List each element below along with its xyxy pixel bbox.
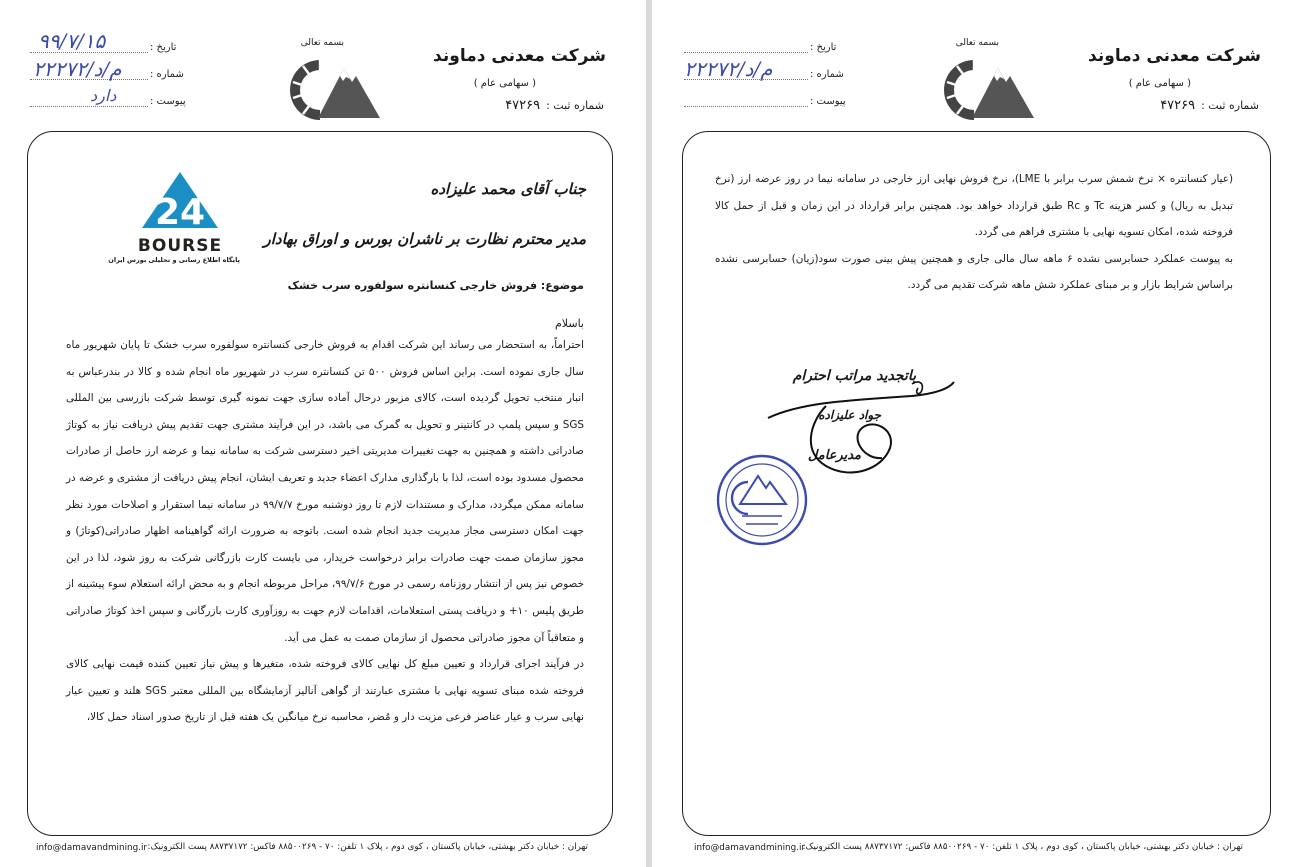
company-logo-icon	[290, 52, 382, 122]
footer-address: تهران : خیابان دکتر بهشتی، خیابان پاکستان ، کوی دوم ، پلاک ۱ تلفن: ۷۰ - ۸۸۵۰۰۲۶۹ فاکس: ۸۸۷۳۷۱۷۲ پست الکترونیک:	[147, 842, 588, 852]
letter-page-1	[0, 0, 646, 867]
letter-page-2	[652, 0, 1301, 867]
attachment-line	[30, 106, 148, 107]
company-type: ( سهامی عام )	[1128, 78, 1191, 89]
signer-name: جواد علیزاده	[818, 408, 881, 422]
registration-label: شماره ثبت :	[546, 99, 604, 112]
number-label: شماره :	[810, 69, 844, 80]
handwritten-date: ۹۹/۷/۱۵	[38, 29, 106, 53]
registration-row	[505, 98, 604, 113]
closing-text: باتجدید مراتب احترام	[792, 368, 916, 384]
footer-email[interactable]: info@damavandmining.ir	[36, 843, 148, 853]
addressee-name: جناب آقای محمد علیزاده	[430, 180, 586, 198]
addressee-title: مدیر محترم نظارت بر ناشران بورس و اوراق بهادار	[263, 230, 586, 248]
letter-greeting: باسلام	[554, 317, 584, 330]
handwritten-number: ۲۲۲۷۲/م/د	[33, 57, 122, 81]
bismillah-text: بسمه تعالی	[300, 38, 344, 48]
registration-row	[1160, 98, 1259, 113]
body-paragraph: به پیوست عملکرد حسابرسی نشده ۶ ماهه سال مالی جاری و همچنین پیش بینی صورت سود(زیان) حسابرسی نشده براساس شرایط بازار و بر مبنای عملکرد شش ماهه شرکت تقدیم می گردد.	[715, 252, 1233, 292]
company-name: شرکت معدنی دماوند	[1088, 46, 1261, 66]
bourse-logo-subtitle: پایگاه اطلاع رسانی و تحلیلی بورس ایران	[108, 256, 240, 264]
handwritten-number: ۲۲۲۷۲/م/د	[684, 57, 773, 81]
letter-subject: موضوع: فروش خارجی کنسانتره سولفوره سرب خشک	[287, 279, 584, 292]
date-label: تاریخ :	[810, 42, 837, 53]
company-stamp-icon	[714, 452, 810, 548]
bismillah-text: بسمه تعالی	[955, 38, 999, 48]
bourse-logo	[108, 170, 240, 264]
letter-body-page-1	[66, 332, 584, 731]
bourse-emblem-icon	[140, 170, 220, 232]
attachment-label: پیوست :	[810, 96, 846, 107]
handwritten-attachment: دارد	[90, 86, 117, 105]
footer-address: تهران : خیابان دکتر بهشتی، خیابان پاکستان ، کوی دوم ، پلاک ۱ تلفن: ۷۰ - ۸۸۵۰۰۲۶۹ فاکس: ۸۸۷۳۷۱۷۲ پست الکترونیک:	[802, 842, 1243, 852]
number-label: شماره :	[150, 69, 184, 80]
attachment-line	[684, 106, 808, 107]
bourse-logo-word: BOURSE	[137, 236, 223, 256]
registration-label: شماره ثبت :	[1201, 99, 1259, 112]
body-paragraph: (عیار کنسانتره × نرخ شمش سرب برابر با LME)، نرخ فروش نهایی ارز خارجی در سامانه نیما در روز عرضه ارز (نرخ تبدیل به ریال) و کسر هزینه Tc و Rc طبق قرارداد خواهد بود. همچنین برابر قرارداد در این زمان و قبل از حمل کالا فروخته شده، امکان تسویه نهایی با مشتری فراهم می گردد.	[715, 173, 1234, 239]
date-line	[684, 52, 808, 53]
date-label: تاریخ :	[150, 42, 177, 53]
registration-number: ۴۷۲۶۹	[1160, 98, 1196, 113]
body-paragraph: در فرآیند اجرای قرارداد و تعیین مبلغ کل نهایی کالای فروخته شده، متغیرها و پیش نیاز تعیین کننده قیمت نهایی کالای فروخته شده مبنای تسویه نهایی با مشتری عبارتند از گواهی آنالیز آزمایشگاه بین المللی معتبر SGS هلند و تعیین عیار نهایی سرب و عیار عناصر فرعی مزیت دار و مُضر، محاسبه نرخ میانگین یک هفته قبل از تاریخ صدور اسناد حمل کالا،	[66, 658, 584, 724]
footer-email[interactable]: info@damavandmining.ir	[694, 843, 806, 853]
svg-text:24: 24	[154, 192, 206, 232]
registration-number: ۴۷۲۶۹	[505, 98, 541, 113]
company-type: ( سهامی عام )	[473, 78, 536, 89]
letter-body-page-2	[715, 166, 1233, 299]
signer-title: مدیرعامل	[807, 448, 861, 463]
body-paragraph: احتراماً، به استحضار می رساند این شرکت اقدام به فروش خارجی کنسانتره سولفوره سرب خشک تا پایان شهریور ماه سال جاری نموده است. براین اساس فروش ۵۰۰ تن کنسانتره سرب در شهریور ماه انجام شده و کالا در بندرعباس به انبار منتخب تحویل گردیده است، کالای مزبور درحال آماده سازی جهت نمونه گیری توسط شرکت بازرسی بین المللی SGS و سپس پلمپ در کانتینر و تحویل به گمرک می باشد، در این فرآیند مشتری جهت تقدیم پیش دریافت نیاز به کوتاژ صادراتی داشته و همچنین به جهت تغییرات مدیریتی اخیر دسترسی شرکت به سامانه نیما و عرضه ارز حاصل از صادرات محصول مسدود بوده است، لذا با بارگذاری مدارک اعضاء جدید و تعریف ایشان، انجام پیش دریافت از مشتری و عرضه در سامانه ممکن میگردد، مدارک و مستندات لازم تا روز دوشنبه مورخ ۹۹/۷/۷ در سامانه نیما استقرار و اصلاحات مورد نظر جهت امکان دسترسی مجاز مدیریت جدید انجام شده است. باتوجه به ضرورت ارائه گواهینامه اظهار صادراتی(کوتاژ) و مجوز سازمان صمت جهت صادرات برابر درخواست خریدار، می بایست کارت بازرگانی شرکت به روز شود، لذا در این خصوص نیز پس از انتشار روزنامه رسمی در مورخ ۹۹/۷/۶، مراحل مربوطه انجام و به محض ارائه استعلام سوء پیشینه از طریق پلیس ۱۰+ و دریافت پستی استعلامات، اقدامات لازم جهت به روزآوری کارت بازرگانی و سپس اخذ کوتاژ صادراتی و متعاقباً آن مجوز صادراتی محصول از سازمان صمت به عمل می آید.	[66, 339, 585, 644]
company-logo-icon	[944, 52, 1036, 122]
company-name: شرکت معدنی دماوند	[433, 46, 606, 66]
attachment-label: پیوست :	[150, 96, 186, 107]
